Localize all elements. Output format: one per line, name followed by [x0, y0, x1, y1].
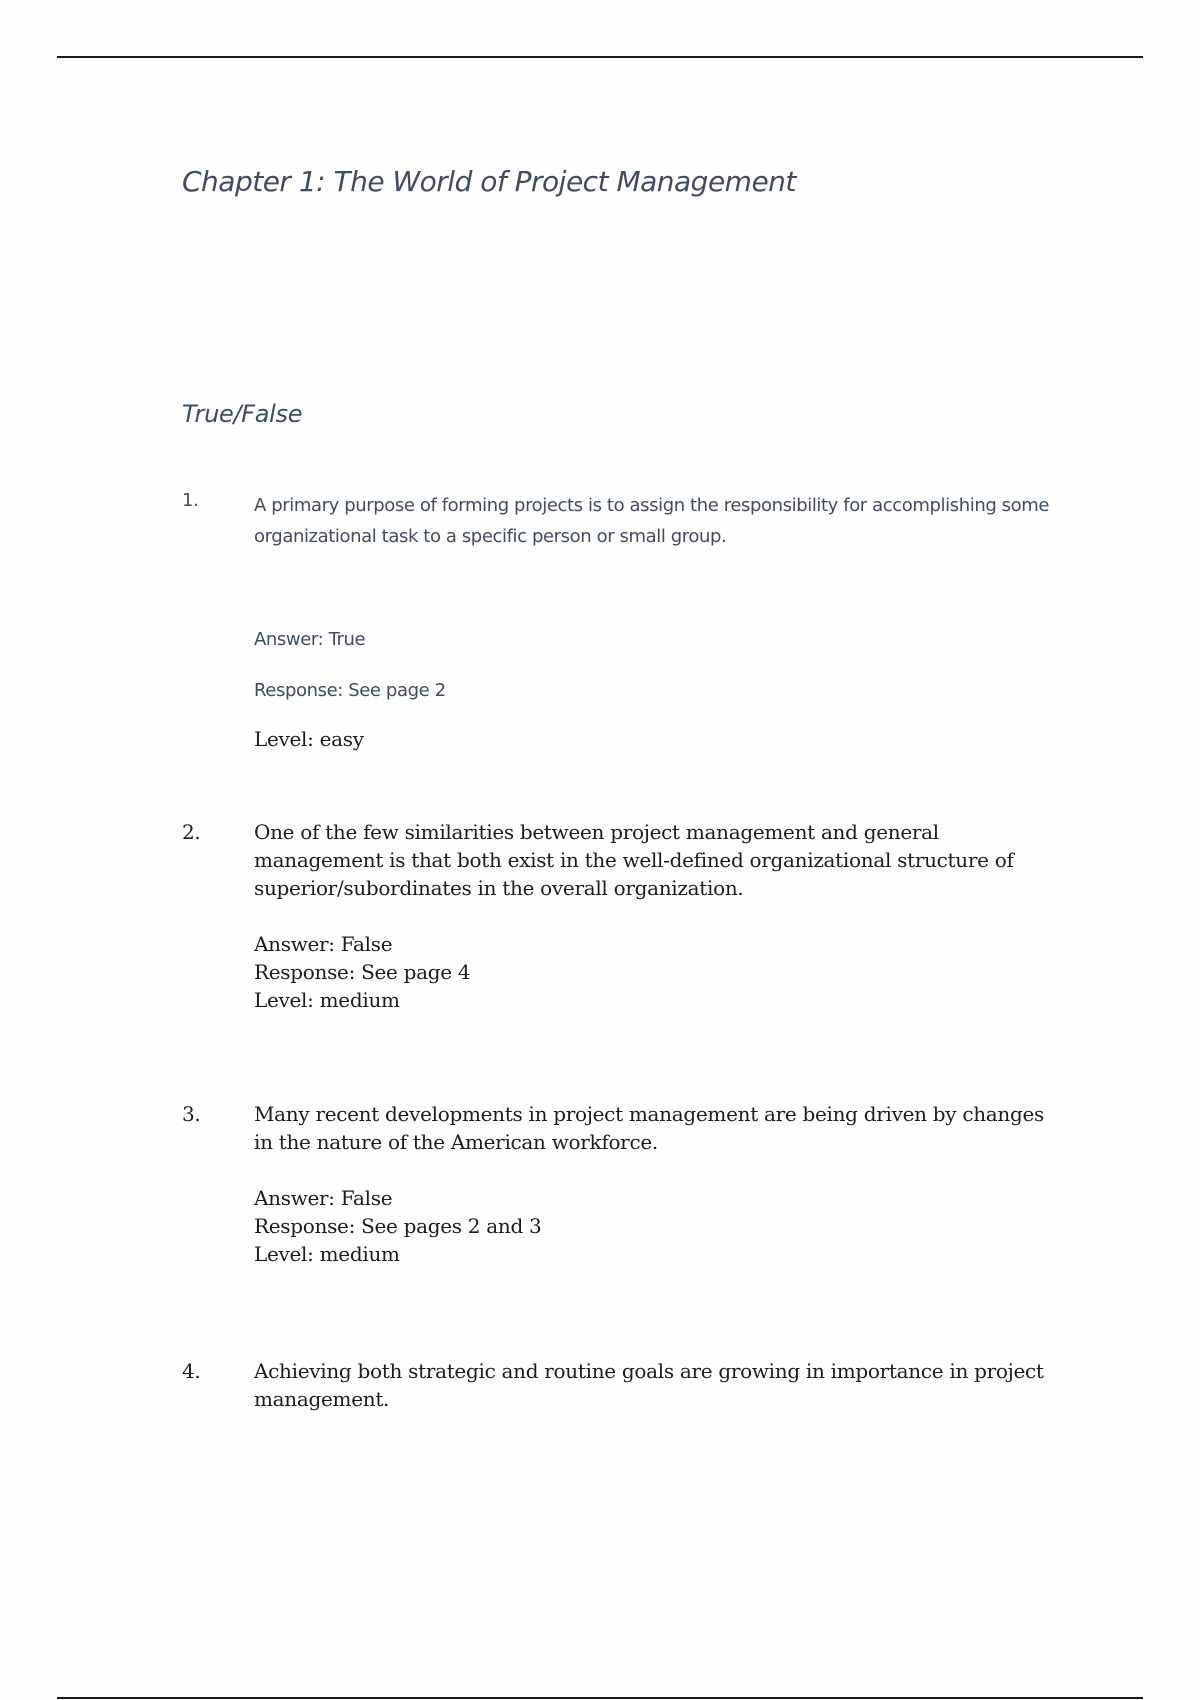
question-text: A primary purpose of forming projects is to assign the responsibility for accomplishing some organizational task to a specific person or small group.	[254, 495, 1050, 547]
question-1	[182, 490, 1062, 774]
footer-rule	[57, 1697, 1143, 1699]
response-line: Response: See page 4	[254, 960, 471, 984]
answer-block	[254, 1184, 1062, 1268]
answer-line: Answer: False	[254, 932, 393, 956]
question-text: Achieving both strategic and routine goals are growing in importance in project management.	[254, 1359, 1044, 1411]
question-2	[182, 818, 1062, 1014]
section-title: True/False	[182, 400, 303, 428]
level-line: Level: easy	[254, 727, 364, 751]
level-line: Level: medium	[254, 988, 400, 1012]
header-rule	[57, 56, 1143, 58]
answer-line: Answer: True	[254, 629, 366, 650]
question-number: 2.	[182, 820, 201, 844]
level-line: Level: medium	[254, 1242, 400, 1266]
answer-line: Answer: False	[254, 1186, 393, 1210]
question-3	[182, 1100, 1062, 1268]
response-line: Response: See page 2	[254, 680, 446, 701]
question-number: 4.	[182, 1359, 201, 1383]
answer-block	[254, 930, 1062, 1014]
question-text: One of the few similarities between project management and general management is that both exist in the well-defined organizational structure of superior/subordinates in the overall organization.	[254, 820, 1014, 900]
question-4	[182, 1357, 1062, 1413]
response-line: Response: See pages 2 and 3	[254, 1214, 542, 1238]
question-number: 3.	[182, 1102, 201, 1126]
question-number: 1.	[182, 490, 199, 511]
chapter-title: Chapter 1: The World of Project Management	[182, 165, 796, 198]
question-text: Many recent developments in project management are being driven by changes in the nature of the American workforce.	[254, 1102, 1045, 1154]
